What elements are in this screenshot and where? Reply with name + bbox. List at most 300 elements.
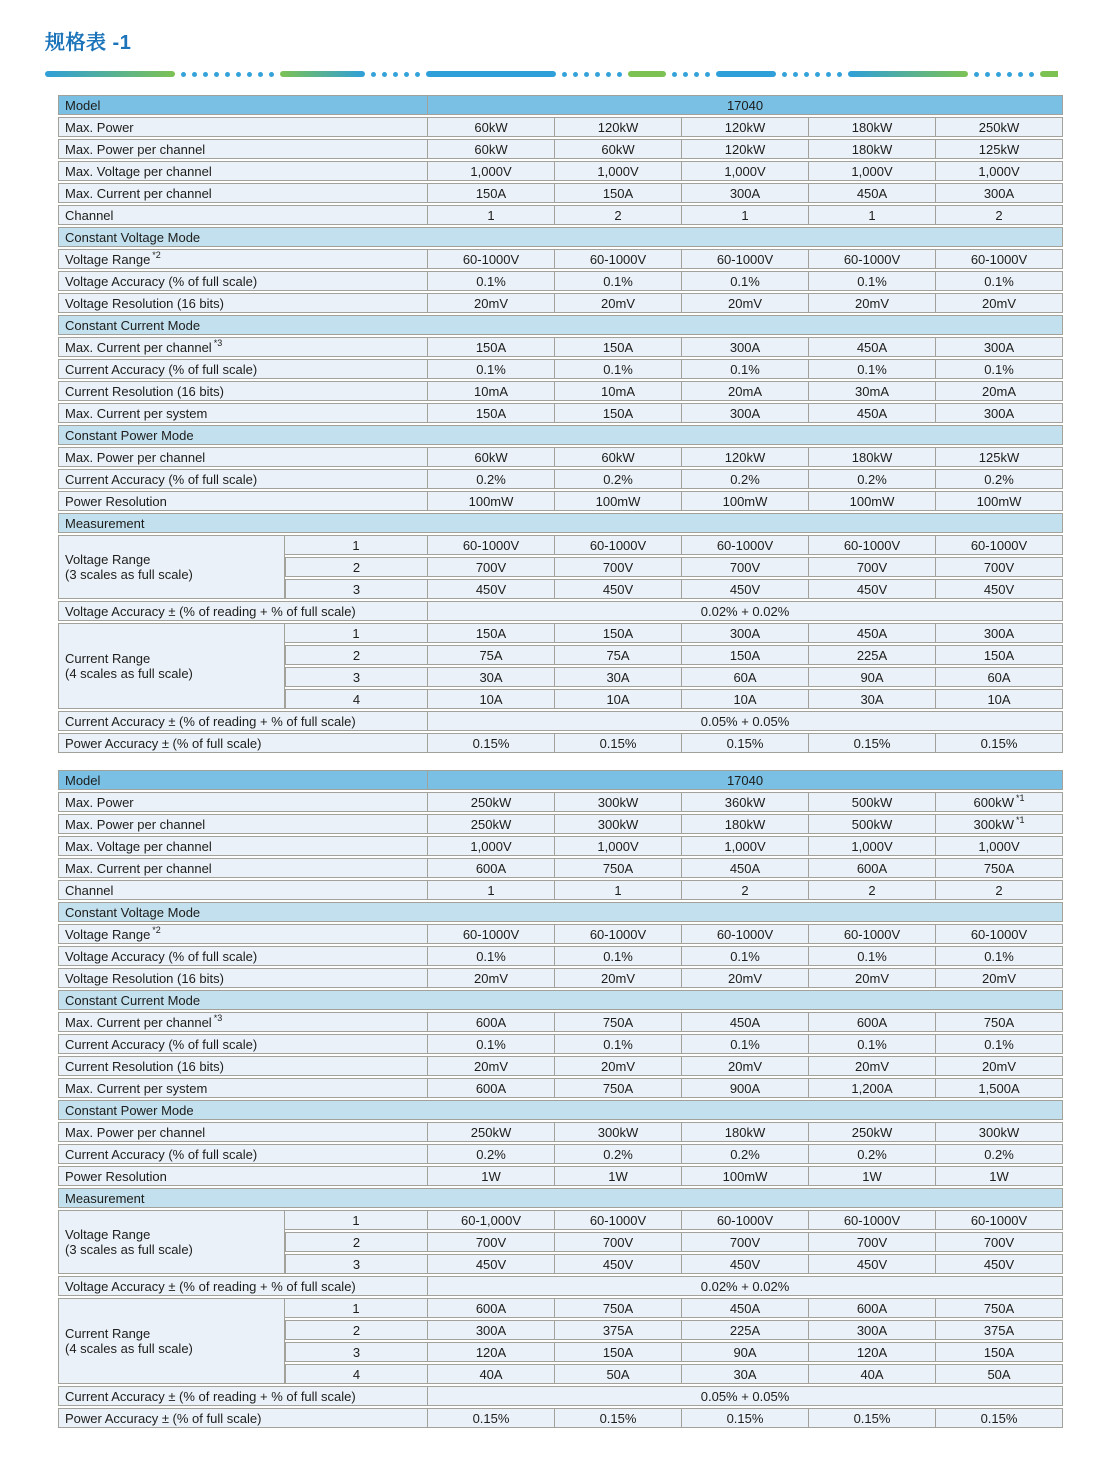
divider-dot [837, 72, 842, 77]
table-row [58, 535, 1063, 555]
table-row [58, 858, 1063, 878]
cell-value: 10A [428, 689, 555, 709]
table-row [58, 836, 1063, 856]
cell-value: 20mV [809, 1056, 936, 1076]
divider-bar [628, 71, 666, 77]
divider-bar [1040, 71, 1058, 77]
row-scale-index: 4 [285, 1364, 428, 1384]
section-header-row [58, 513, 1063, 533]
cell-value: 50A [555, 1364, 682, 1384]
cell-value: 150A [428, 403, 555, 423]
cell-value: 300A [682, 337, 809, 357]
cell-value: 100mW [428, 491, 555, 511]
row-label: Current Accuracy (% of full scale) [58, 359, 428, 379]
row-scale-index: 1 [285, 1210, 428, 1230]
divider-dot [996, 72, 1001, 77]
cell-value: 700V [428, 1232, 555, 1252]
table-row [58, 491, 1063, 511]
cell-value: 2 [682, 880, 809, 900]
divider-dot [203, 72, 208, 77]
cell-value: 0.1% [428, 359, 555, 379]
cell-value: 0.15% [809, 1408, 936, 1428]
cell-value: 750A [936, 858, 1063, 878]
table-row [58, 1408, 1063, 1428]
cell-value: 700V [809, 557, 936, 577]
cell-value: 450A [809, 183, 936, 203]
cell-value-merged: 0.02% + 0.02% [428, 1276, 1063, 1296]
decorative-divider [45, 70, 1058, 78]
cell-value: 450V [682, 579, 809, 599]
section-header-row [58, 315, 1063, 335]
cell-value: 180kW [682, 814, 809, 834]
cell-value: 40A [809, 1364, 936, 1384]
cell-value: 0.1% [428, 1034, 555, 1054]
cell-value: 100mW [682, 491, 809, 511]
row-label: Current Accuracy ± (% of reading + % of full scale) [58, 1386, 428, 1406]
cell-value: 40A [428, 1364, 555, 1384]
cell-value: 10A [682, 689, 809, 709]
row-label: Current Accuracy (% of full scale) [58, 469, 428, 489]
cell-value: 150A [682, 645, 809, 665]
cell-value: 1W [936, 1166, 1063, 1186]
divider-dot [617, 72, 622, 77]
cell-value: 1,500A [936, 1078, 1063, 1098]
cell-value: 0.15% [809, 733, 936, 753]
divider-dot [236, 72, 241, 77]
cell-value: 75A [555, 645, 682, 665]
cell-value: 20mV [428, 968, 555, 988]
cell-value: 0.1% [555, 359, 682, 379]
cell-value: 0.1% [682, 946, 809, 966]
cell-value: 30A [428, 667, 555, 687]
cell-value: 120kW [682, 447, 809, 467]
cell-value: 60A [936, 667, 1063, 687]
section-header-row [58, 902, 1063, 922]
divider-dot [181, 72, 186, 77]
divider-dot [974, 72, 979, 77]
section-title: Constant Power Mode [58, 425, 1063, 445]
cell-value: 0.1% [682, 359, 809, 379]
cell-value: 0.2% [809, 1144, 936, 1164]
table-row [58, 117, 1063, 137]
cell-value: 180kW [809, 117, 936, 137]
cell-value: 125kW [936, 447, 1063, 467]
cell-value: 450V [682, 1254, 809, 1274]
divider-dot [606, 72, 611, 77]
cell-value: 60-1000V [428, 535, 555, 555]
row-label: Channel [58, 880, 428, 900]
footnote-marker: *2 [152, 925, 161, 936]
cell-value: 0.1% [555, 946, 682, 966]
row-group-label: Voltage Range (3 scales as full scale) [58, 535, 285, 599]
cell-value: 60-1000V [428, 249, 555, 269]
cell-value: 0.2% [555, 1144, 682, 1164]
row-label: Max. Voltage per channel [58, 161, 428, 181]
cell-value: 250kW [936, 117, 1063, 137]
table-row [58, 1276, 1063, 1296]
divider-dot [393, 72, 398, 77]
cell-value-merged: 0.05% + 0.05% [428, 711, 1063, 731]
cell-value: 700V [936, 1232, 1063, 1252]
cell-value: 100mW [555, 491, 682, 511]
cell-value-merged: 0.02% + 0.02% [428, 601, 1063, 621]
row-scale-index: 2 [285, 1320, 428, 1340]
cell-value: 0.1% [936, 1034, 1063, 1054]
row-scale-index: 3 [285, 579, 428, 599]
divider-dot [573, 72, 578, 77]
table-row [58, 1034, 1063, 1054]
cell-value: 300kW [555, 814, 682, 834]
cell-value: 60-1,000V [428, 1210, 555, 1230]
table-row [58, 1012, 1063, 1032]
cell-value: 450V [555, 579, 682, 599]
cell-value: 125kW [936, 139, 1063, 159]
row-label: Power Accuracy ± (% of full scale) [58, 733, 428, 753]
cell-value: 90A [682, 1342, 809, 1362]
table-row [58, 601, 1063, 621]
model-value: 17040 [428, 95, 1063, 115]
cell-value: 1,000V [682, 161, 809, 181]
cell-value: 0.1% [936, 359, 1063, 379]
cell-value: 450A [682, 858, 809, 878]
cell-value: 60-1000V [555, 535, 682, 555]
cell-value: 0.2% [555, 469, 682, 489]
cell-value: 0.2% [809, 469, 936, 489]
cell-value: 450V [936, 579, 1063, 599]
cell-value: 700V [682, 1232, 809, 1252]
row-scale-index: 3 [285, 1254, 428, 1274]
cell-value: 0.1% [936, 946, 1063, 966]
divider-dot [214, 72, 219, 77]
table-row [58, 1298, 1063, 1318]
cell-value: 10A [555, 689, 682, 709]
row-label: Max. Power per channel [58, 814, 428, 834]
cell-value: 10A [936, 689, 1063, 709]
divider-dot [225, 72, 230, 77]
cell-value: 0.1% [555, 271, 682, 291]
row-label: Power Accuracy ± (% of full scale) [58, 1408, 428, 1428]
section-header-row [58, 227, 1063, 247]
cell-value: 60-1000V [555, 924, 682, 944]
divider-dot [683, 72, 688, 77]
row-label: Current Accuracy (% of full scale) [58, 1144, 428, 1164]
row-scale-index: 2 [285, 557, 428, 577]
cell-value: 450V [809, 1254, 936, 1274]
section-header-row [58, 1100, 1063, 1120]
cell-value: 0.2% [936, 1144, 1063, 1164]
spec-table-1 [58, 93, 1063, 755]
divider-dot [192, 72, 197, 77]
table-row [58, 271, 1063, 291]
cell-value: 20mV [809, 293, 936, 313]
table-row [58, 469, 1063, 489]
divider-dot [415, 72, 420, 77]
cell-value: 100mW [809, 491, 936, 511]
cell-value: 150A [936, 645, 1063, 665]
cell-value: 1,200A [809, 1078, 936, 1098]
cell-value: 500kW [809, 814, 936, 834]
table-row [58, 293, 1063, 313]
section-title: Measurement [58, 513, 1063, 533]
cell-value: 150A [555, 183, 682, 203]
divider-dot [247, 72, 252, 77]
cell-value: 700V [555, 1232, 682, 1252]
cell-value: 0.15% [682, 733, 809, 753]
cell-value: 750A [936, 1298, 1063, 1318]
cell-value: 750A [555, 1298, 682, 1318]
cell-value: 1,000V [428, 836, 555, 856]
cell-value: 1,000V [809, 836, 936, 856]
divider-dot [985, 72, 990, 77]
row-scale-index: 1 [285, 1298, 428, 1318]
cell-value: 75A [428, 645, 555, 665]
row-label: Max. Voltage per channel [58, 836, 428, 856]
divider-dot [705, 72, 710, 77]
section-title: Constant Current Mode [58, 315, 1063, 335]
cell-value: 0.15% [682, 1408, 809, 1428]
cell-value: 150A [555, 623, 682, 643]
row-scale-index: 3 [285, 667, 428, 687]
divider-dot [672, 72, 677, 77]
cell-value: 500kW [809, 792, 936, 812]
cell-value: 50A [936, 1364, 1063, 1384]
cell-value: 20mV [555, 293, 682, 313]
cell-value: 300A [682, 183, 809, 203]
cell-value: 1,000V [555, 836, 682, 856]
row-group-label: Current Range (4 scales as full scale) [58, 1298, 285, 1384]
table-row [58, 792, 1063, 812]
cell-value: 0.1% [682, 1034, 809, 1054]
cell-value: 0.2% [428, 469, 555, 489]
divider-dot [1007, 72, 1012, 77]
divider-dot [1029, 72, 1034, 77]
cell-value: 375A [936, 1320, 1063, 1340]
cell-value: 60kW [555, 447, 682, 467]
divider-dot [815, 72, 820, 77]
cell-value: 0.15% [555, 733, 682, 753]
cell-value: 30mA [809, 381, 936, 401]
row-label: Current Resolution (16 bits) [58, 1056, 428, 1076]
cell-value: 20mV [936, 968, 1063, 988]
cell-value: 150A [428, 623, 555, 643]
table-row [58, 1122, 1063, 1142]
cell-value: 450A [682, 1298, 809, 1318]
table-row [58, 381, 1063, 401]
row-label: Channel [58, 205, 428, 225]
cell-value: 300kW [555, 1122, 682, 1142]
row-group-label: Current Range (4 scales as full scale) [58, 623, 285, 709]
cell-value: 60-1000V [555, 249, 682, 269]
table-row [58, 1078, 1063, 1098]
row-scale-index: 2 [285, 645, 428, 665]
divider-dot [584, 72, 589, 77]
cell-value: 20mV [428, 1056, 555, 1076]
table-row [58, 139, 1063, 159]
divider-dot [258, 72, 263, 77]
divider-bar [426, 71, 556, 77]
cell-value: 90A [809, 667, 936, 687]
cell-value: 20mA [936, 381, 1063, 401]
cell-value: 60A [682, 667, 809, 687]
cell-value: 600kW $^{*1}$ [936, 792, 1063, 812]
table-row [58, 623, 1063, 643]
cell-value: 60kW [428, 117, 555, 137]
cell-value: 1,000V [936, 161, 1063, 181]
cell-value: 20mV [936, 1056, 1063, 1076]
table-row [58, 205, 1063, 225]
cell-value: 300A [936, 183, 1063, 203]
model-header-row [58, 770, 1063, 790]
cell-value: 1 [809, 205, 936, 225]
row-label: Max. Current per system [58, 1078, 428, 1098]
footnote-marker: *3 [213, 1013, 223, 1024]
row-label: Voltage Range $^{*2}$ [58, 249, 428, 269]
table-row [58, 880, 1063, 900]
section-title: Constant Power Mode [58, 1100, 1063, 1120]
row-label: Max. Current per channel $^{*3}$ [58, 1012, 428, 1032]
cell-value: 30A [555, 667, 682, 687]
cell-value: 60-1000V [428, 924, 555, 944]
cell-value: 20mV [809, 968, 936, 988]
table-row [58, 1056, 1063, 1076]
row-scale-index: 1 [285, 623, 428, 643]
cell-value: 150A [555, 403, 682, 423]
model-header-row [58, 95, 1063, 115]
table-row [58, 733, 1063, 753]
divider-dot [826, 72, 831, 77]
cell-value: 60-1000V [682, 249, 809, 269]
row-label: Max. Current per channel [58, 183, 428, 203]
row-label: Max. Current per system [58, 403, 428, 423]
cell-value: 0.2% [682, 1144, 809, 1164]
cell-value: 1,000V [682, 836, 809, 856]
section-title: Constant Voltage Mode [58, 227, 1063, 247]
cell-value: 60kW [428, 447, 555, 467]
cell-value: 750A [555, 1012, 682, 1032]
row-scale-index: 3 [285, 1342, 428, 1362]
cell-value: 20mV [682, 293, 809, 313]
cell-value: 60-1000V [555, 1210, 682, 1230]
cell-value: 180kW [809, 139, 936, 159]
table-row [58, 161, 1063, 181]
table-row [58, 337, 1063, 357]
cell-value: 0.15% [936, 733, 1063, 753]
cell-value: 750A [555, 858, 682, 878]
footnote-marker: *2 [152, 250, 161, 261]
cell-value: 750A [555, 1078, 682, 1098]
cell-value: 60-1000V [809, 535, 936, 555]
section-title: Constant Voltage Mode [58, 902, 1063, 922]
table-row [58, 183, 1063, 203]
divider-dot [371, 72, 376, 77]
cell-value: 100mW [936, 491, 1063, 511]
cell-value: 450V [428, 579, 555, 599]
cell-value: 450V [936, 1254, 1063, 1274]
cell-value: 1,000V [428, 161, 555, 181]
cell-value: 1W [809, 1166, 936, 1186]
cell-value: 60-1000V [682, 1210, 809, 1230]
cell-value: 30A [809, 689, 936, 709]
cell-value: 450V [555, 1254, 682, 1274]
footnote-marker: *3 [213, 338, 223, 349]
cell-value: 20mV [555, 1056, 682, 1076]
cell-value: 300kW $^{*1}$ [936, 814, 1063, 834]
cell-value: 0.15% [428, 733, 555, 753]
cell-value: 750A [936, 1012, 1063, 1032]
table-row [58, 249, 1063, 269]
cell-value: 60-1000V [682, 924, 809, 944]
cell-value: 300kW [936, 1122, 1063, 1142]
table-row [58, 359, 1063, 379]
cell-value: 300A [936, 337, 1063, 357]
row-label: Power Resolution [58, 1166, 428, 1186]
row-label: Voltage Accuracy (% of full scale) [58, 946, 428, 966]
cell-value: 60-1000V [936, 249, 1063, 269]
cell-value: 250kW [428, 814, 555, 834]
cell-value: 20mV [682, 1056, 809, 1076]
cell-value: 0.2% [428, 1144, 555, 1164]
section-title: Measurement [58, 1188, 1063, 1208]
cell-value: 250kW [428, 1122, 555, 1142]
cell-value: 20mV [428, 293, 555, 313]
divider-dot [1018, 72, 1023, 77]
footnote-marker: *1 [1016, 815, 1025, 826]
divider-dot [562, 72, 567, 77]
cell-value: 20mV [555, 968, 682, 988]
row-label: Max. Power per channel [58, 139, 428, 159]
cell-value: 120kW [682, 139, 809, 159]
cell-value: 150A [555, 337, 682, 357]
table-row [58, 1144, 1063, 1164]
cell-value: 360kW [682, 792, 809, 812]
table-row [58, 711, 1063, 731]
divider-bar [45, 71, 175, 77]
row-label: Max. Current per channel [58, 858, 428, 878]
cell-value: 10mA [428, 381, 555, 401]
cell-value: 60kW [555, 139, 682, 159]
cell-value: 100mW [682, 1166, 809, 1186]
divider-bar [716, 71, 776, 77]
cell-value: 0.1% [428, 946, 555, 966]
cell-value: 1W [555, 1166, 682, 1186]
table-row [58, 968, 1063, 988]
row-label: Max. Power per channel [58, 1122, 428, 1142]
cell-value: 300A [809, 1320, 936, 1340]
cell-value: 375A [555, 1320, 682, 1340]
cell-value: 0.2% [936, 469, 1063, 489]
cell-value: 2 [936, 880, 1063, 900]
cell-value: 60-1000V [936, 535, 1063, 555]
cell-value: 450A [809, 623, 936, 643]
cell-value: 300A [936, 623, 1063, 643]
cell-value: 60-1000V [936, 924, 1063, 944]
divider-dot [382, 72, 387, 77]
table-row [58, 1210, 1063, 1230]
divider-bar [848, 71, 968, 77]
row-label: Power Resolution [58, 491, 428, 511]
cell-value: 0.2% [682, 469, 809, 489]
row-label: Voltage Accuracy (% of full scale) [58, 271, 428, 291]
cell-value: 1,000V [809, 161, 936, 181]
row-label: Voltage Range $^{*2}$ [58, 924, 428, 944]
cell-value: 30A [682, 1364, 809, 1384]
cell-value: 600A [428, 1012, 555, 1032]
cell-value: 150A [428, 183, 555, 203]
cell-value: 120A [809, 1342, 936, 1362]
cell-value: 0.15% [428, 1408, 555, 1428]
cell-value: 250kW [428, 792, 555, 812]
cell-value: 1,000V [555, 161, 682, 181]
